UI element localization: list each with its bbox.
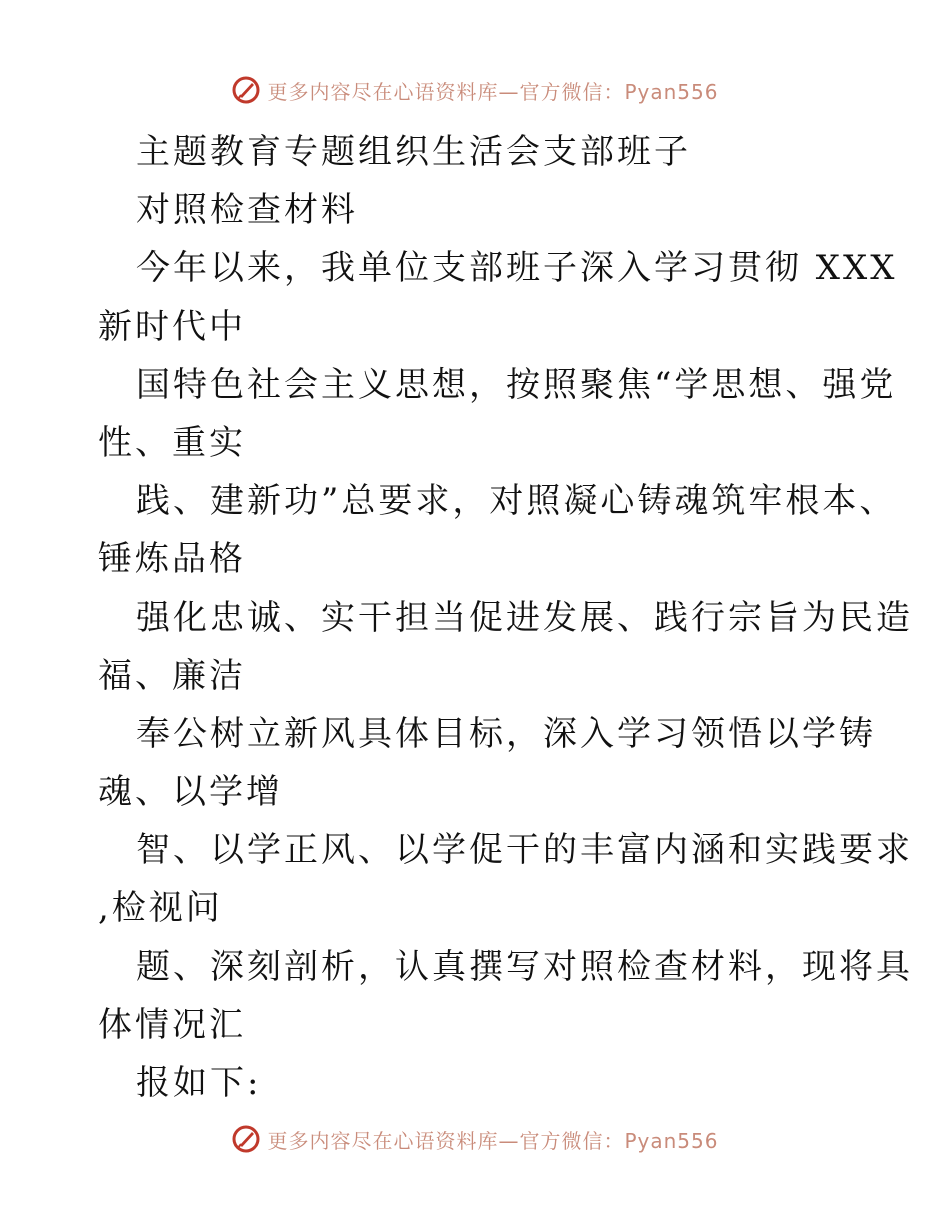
- document-line: 福、廉洁: [98, 655, 246, 696]
- quill-seal-icon: [231, 75, 261, 105]
- document-line: 体情况汇: [98, 1004, 246, 1045]
- watermark-text: 更多内容尽在心语资料库—官方微信：Pyan556: [267, 1128, 719, 1153]
- document-line: 奉公树立新风具体目标，深入学习领悟以学铸: [136, 713, 876, 754]
- document-body: [98, 123, 913, 1112]
- document-line: 今年以来，我单位支部班子深入学习贯彻 XXX: [136, 248, 898, 289]
- document-line: 强化忠诚、实干担当促进发展、践行宗旨为民造: [136, 597, 913, 638]
- document-line: 主题教育专题组织生活会支部班子: [136, 132, 691, 172]
- document-line: 性、重实: [98, 422, 246, 463]
- document-line: 智、以学正风、以学促干的丰富内涵和实践要求: [136, 830, 913, 871]
- document-line: 对照检查材料: [136, 190, 358, 231]
- watermark-text: 更多内容尽在心语资料库—官方微信：Pyan556: [267, 79, 719, 104]
- document-line: ,检视问: [98, 888, 223, 929]
- document-line: 国特色社会主义思想，按照聚焦“学思想、强党: [136, 364, 897, 405]
- watermark-header: [0, 70, 950, 110]
- quill-seal-icon: [231, 1124, 261, 1154]
- document-line: 践、建新功”总要求，对照凝心铸魂筑牢根本、: [136, 481, 897, 522]
- document-line: 魂、以学增: [98, 772, 283, 813]
- document-line: 锤炼品格: [98, 539, 246, 580]
- document-line: 新时代中: [98, 306, 246, 347]
- document-line: 题、深刻剖析，认真撰写对照检查材料，现将具: [136, 946, 913, 987]
- document-line: 报如下:: [136, 1063, 262, 1103]
- watermark-footer: [0, 1119, 950, 1159]
